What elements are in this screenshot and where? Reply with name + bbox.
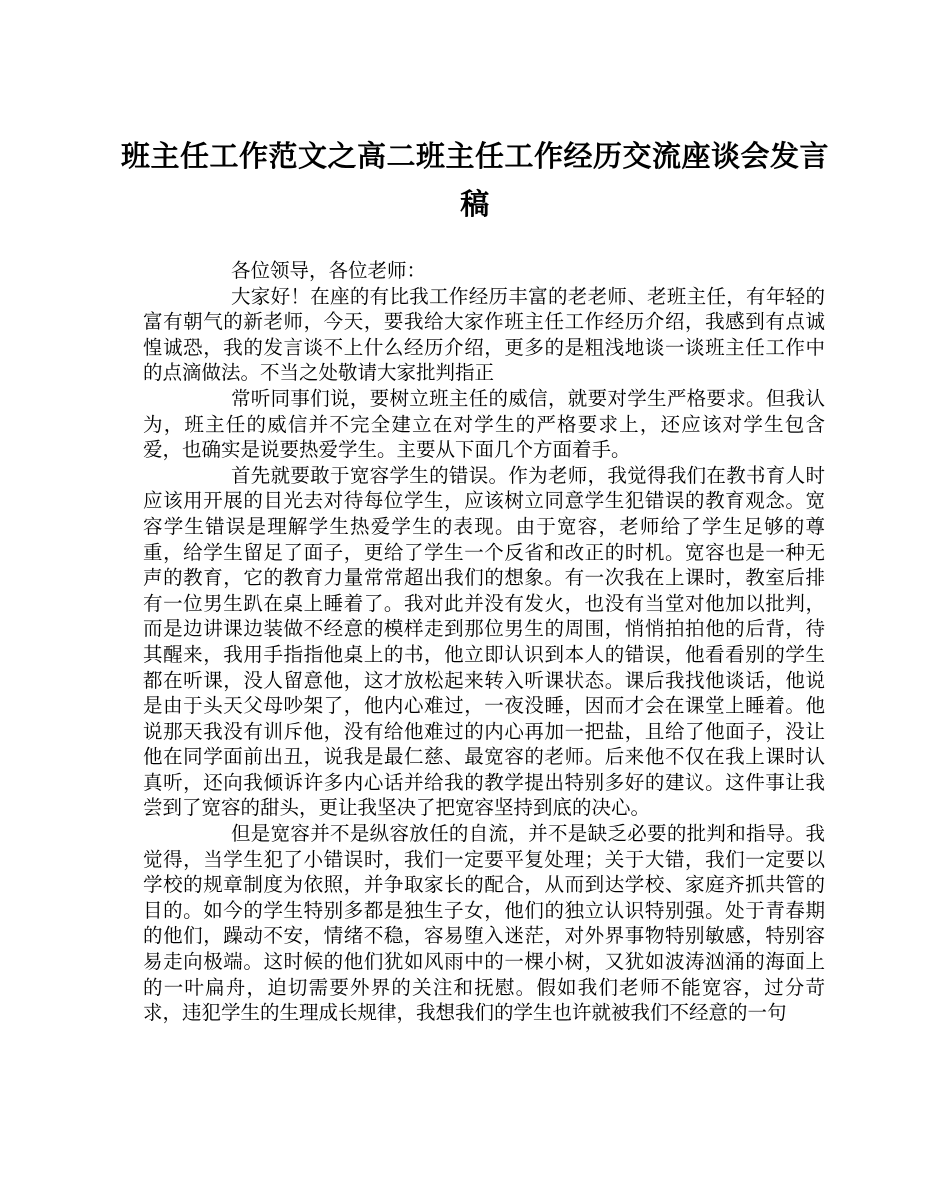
document-body xyxy=(143,258,825,1026)
paragraph-guidance: 但是宽容并不是纵容放任的自流，并不是缺乏必要的批判和指导。我觉得，当学生犯了小错误时，我们一定要平复处理；关于大错，我们一定要以学校的规章制度为依照，并争取家长的配合，从而到达学校、家庭齐抓共管的目的。如今的学生特别多都是独生子女，他们的独立认识特别强。处于青春期的他们，躁动不安，情绪不稳，容易堕入迷茫，对外界事物特别敏感，特别容易走向极端。这时候的他们犹如风雨中的一棵小树，又犹如波涛汹涌的海面上的一叶扁舟，迫切需要外界的关注和抚慰。假如我们老师不能宽容，过分苛求，违犯学生的生理成长规律，我想我们的学生也许就被我们不经意的一句 xyxy=(143,822,825,1025)
paragraph-tolerance: 首先就要敢于宽容学生的错误。作为老师，我觉得我们在教书育人时应该用开展的目光去对待每位学生，应该树立同意学生犯错误的教育观念。宽容学生错误是理解学生热爱学生的表现。由于宽容，老师给了学生足够的尊重，给学生留足了面子，更给了学生一个反省和改正的时机。宽容也是一种无声的教育，它的教育力量常常超出我们的想象。有一次我在上课时，教室后排有一位男生趴在桌上睡着了。我对此并没有发火，也没有当堂对他加以批判，而是边讲课边装做不经意的模样走到那位男生的周围，悄悄拍拍他的后背，待其醒来，我用手指指他桌上的书，他立即认识到本人的错误，他看看别的学生都在听课，没人留意他，这才放松起来转入听课状态。课后我找他谈话，他说是由于头天父母吵架了，他内心难过，一夜没睡，因而才会在课堂上睡着。他说那天我没有训斥他，没有给他难过的内心再加一把盐，且给了他面子，没让他在同学面前出丑，说我是最仁慈、最宽容的老师。后来他不仅在我上课时认真听，还向我倾诉许多内心话并给我的教学提出特别多好的建议。这件事让我尝到了宽容的甜头，更让我坚决了把宽容坚持到底的决心。 xyxy=(143,463,825,820)
paragraph-authority: 常听同事们说，要树立班主任的威信，就要对学生严格要求。但我认为，班主任的威信并不完全建立在对学生的严格要求上，还应该对学生包含爱，也确实是说要热爱学生。主要从下面几个方面着手。 xyxy=(143,386,825,462)
paragraph-greeting: 大家好！在座的有比我工作经历丰富的老老师、老班主任，有年轻的富有朝气的新老师，今天，要我给大家作班主任工作经历介绍，我感到有点诚惶诚恐，我的发言谈不上什么经历介绍，更多的是粗浅地谈一谈班主任工作中的点滴做法。不当之处敬请大家批判指正 xyxy=(143,284,825,385)
document-title: 班主任工作范文之高二班主任工作经历交流座谈会发言稿 xyxy=(120,139,829,221)
paragraph-salutation: 各位领导，各位老师： xyxy=(231,259,427,282)
